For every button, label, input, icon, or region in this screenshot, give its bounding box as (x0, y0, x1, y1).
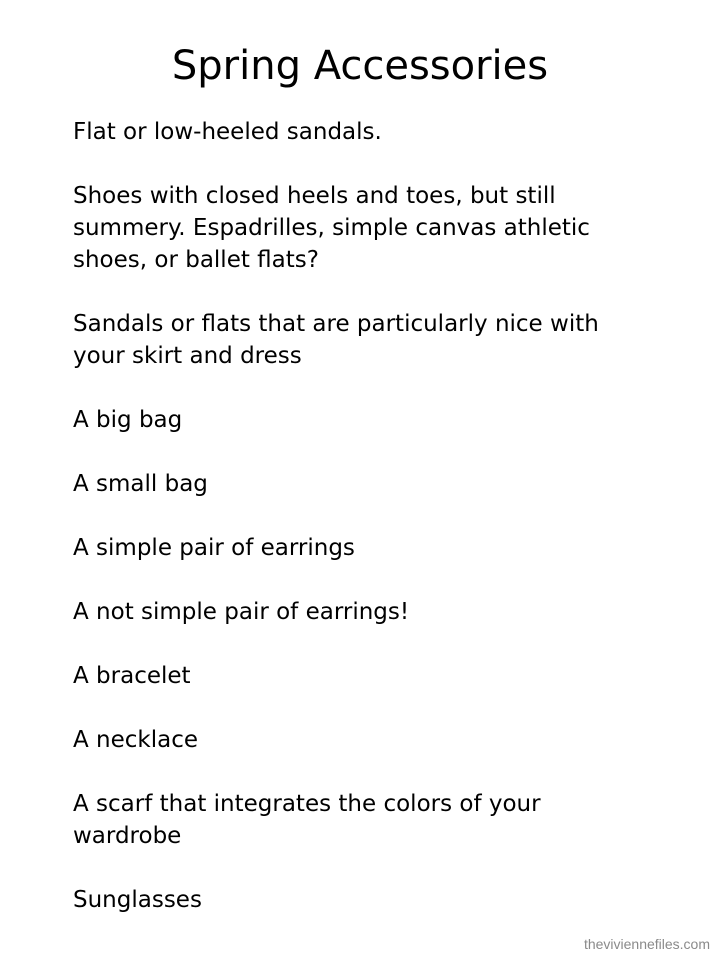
list-item (73, 596, 673, 628)
list-item-line: A not simple pair of earrings! (73, 599, 410, 625)
list-item-line: your skirt and dress (73, 343, 302, 369)
list-item-line: summery. Espadrilles, simple canvas athletic (73, 215, 590, 241)
list-item (73, 532, 673, 564)
list-item (73, 884, 673, 916)
list-item (73, 404, 673, 436)
list-item (73, 724, 673, 756)
list-item (73, 660, 673, 692)
list-item-line: A small bag (73, 471, 208, 497)
list-item-line: shoes, or ballet flats? (73, 247, 319, 273)
list-item (73, 308, 673, 372)
list-item-line: A necklace (73, 727, 199, 753)
list-item (73, 180, 673, 276)
list-item-line: Sunglasses (73, 887, 202, 913)
list-item (73, 468, 673, 500)
list-item-line: A simple pair of earrings (73, 535, 355, 561)
accessory-list (73, 116, 673, 916)
list-item-line: wardrobe (73, 823, 182, 849)
list-item-line: Sandals or flats that are particularly nice with (73, 311, 599, 337)
list-item-line: Shoes with closed heels and toes, but still (73, 183, 556, 209)
list-item-line: A bracelet (73, 663, 191, 689)
list-item-line: A big bag (73, 407, 183, 433)
list-item-line: A scarf that integrates the colors of your (73, 791, 541, 817)
watermark: theviviennefiles.com (583, 936, 710, 952)
list-item-line: Flat or low-heeled sandals. (73, 119, 382, 145)
list-item (73, 788, 673, 852)
page-title: Spring Accessories (171, 43, 549, 89)
list-item (73, 116, 673, 148)
